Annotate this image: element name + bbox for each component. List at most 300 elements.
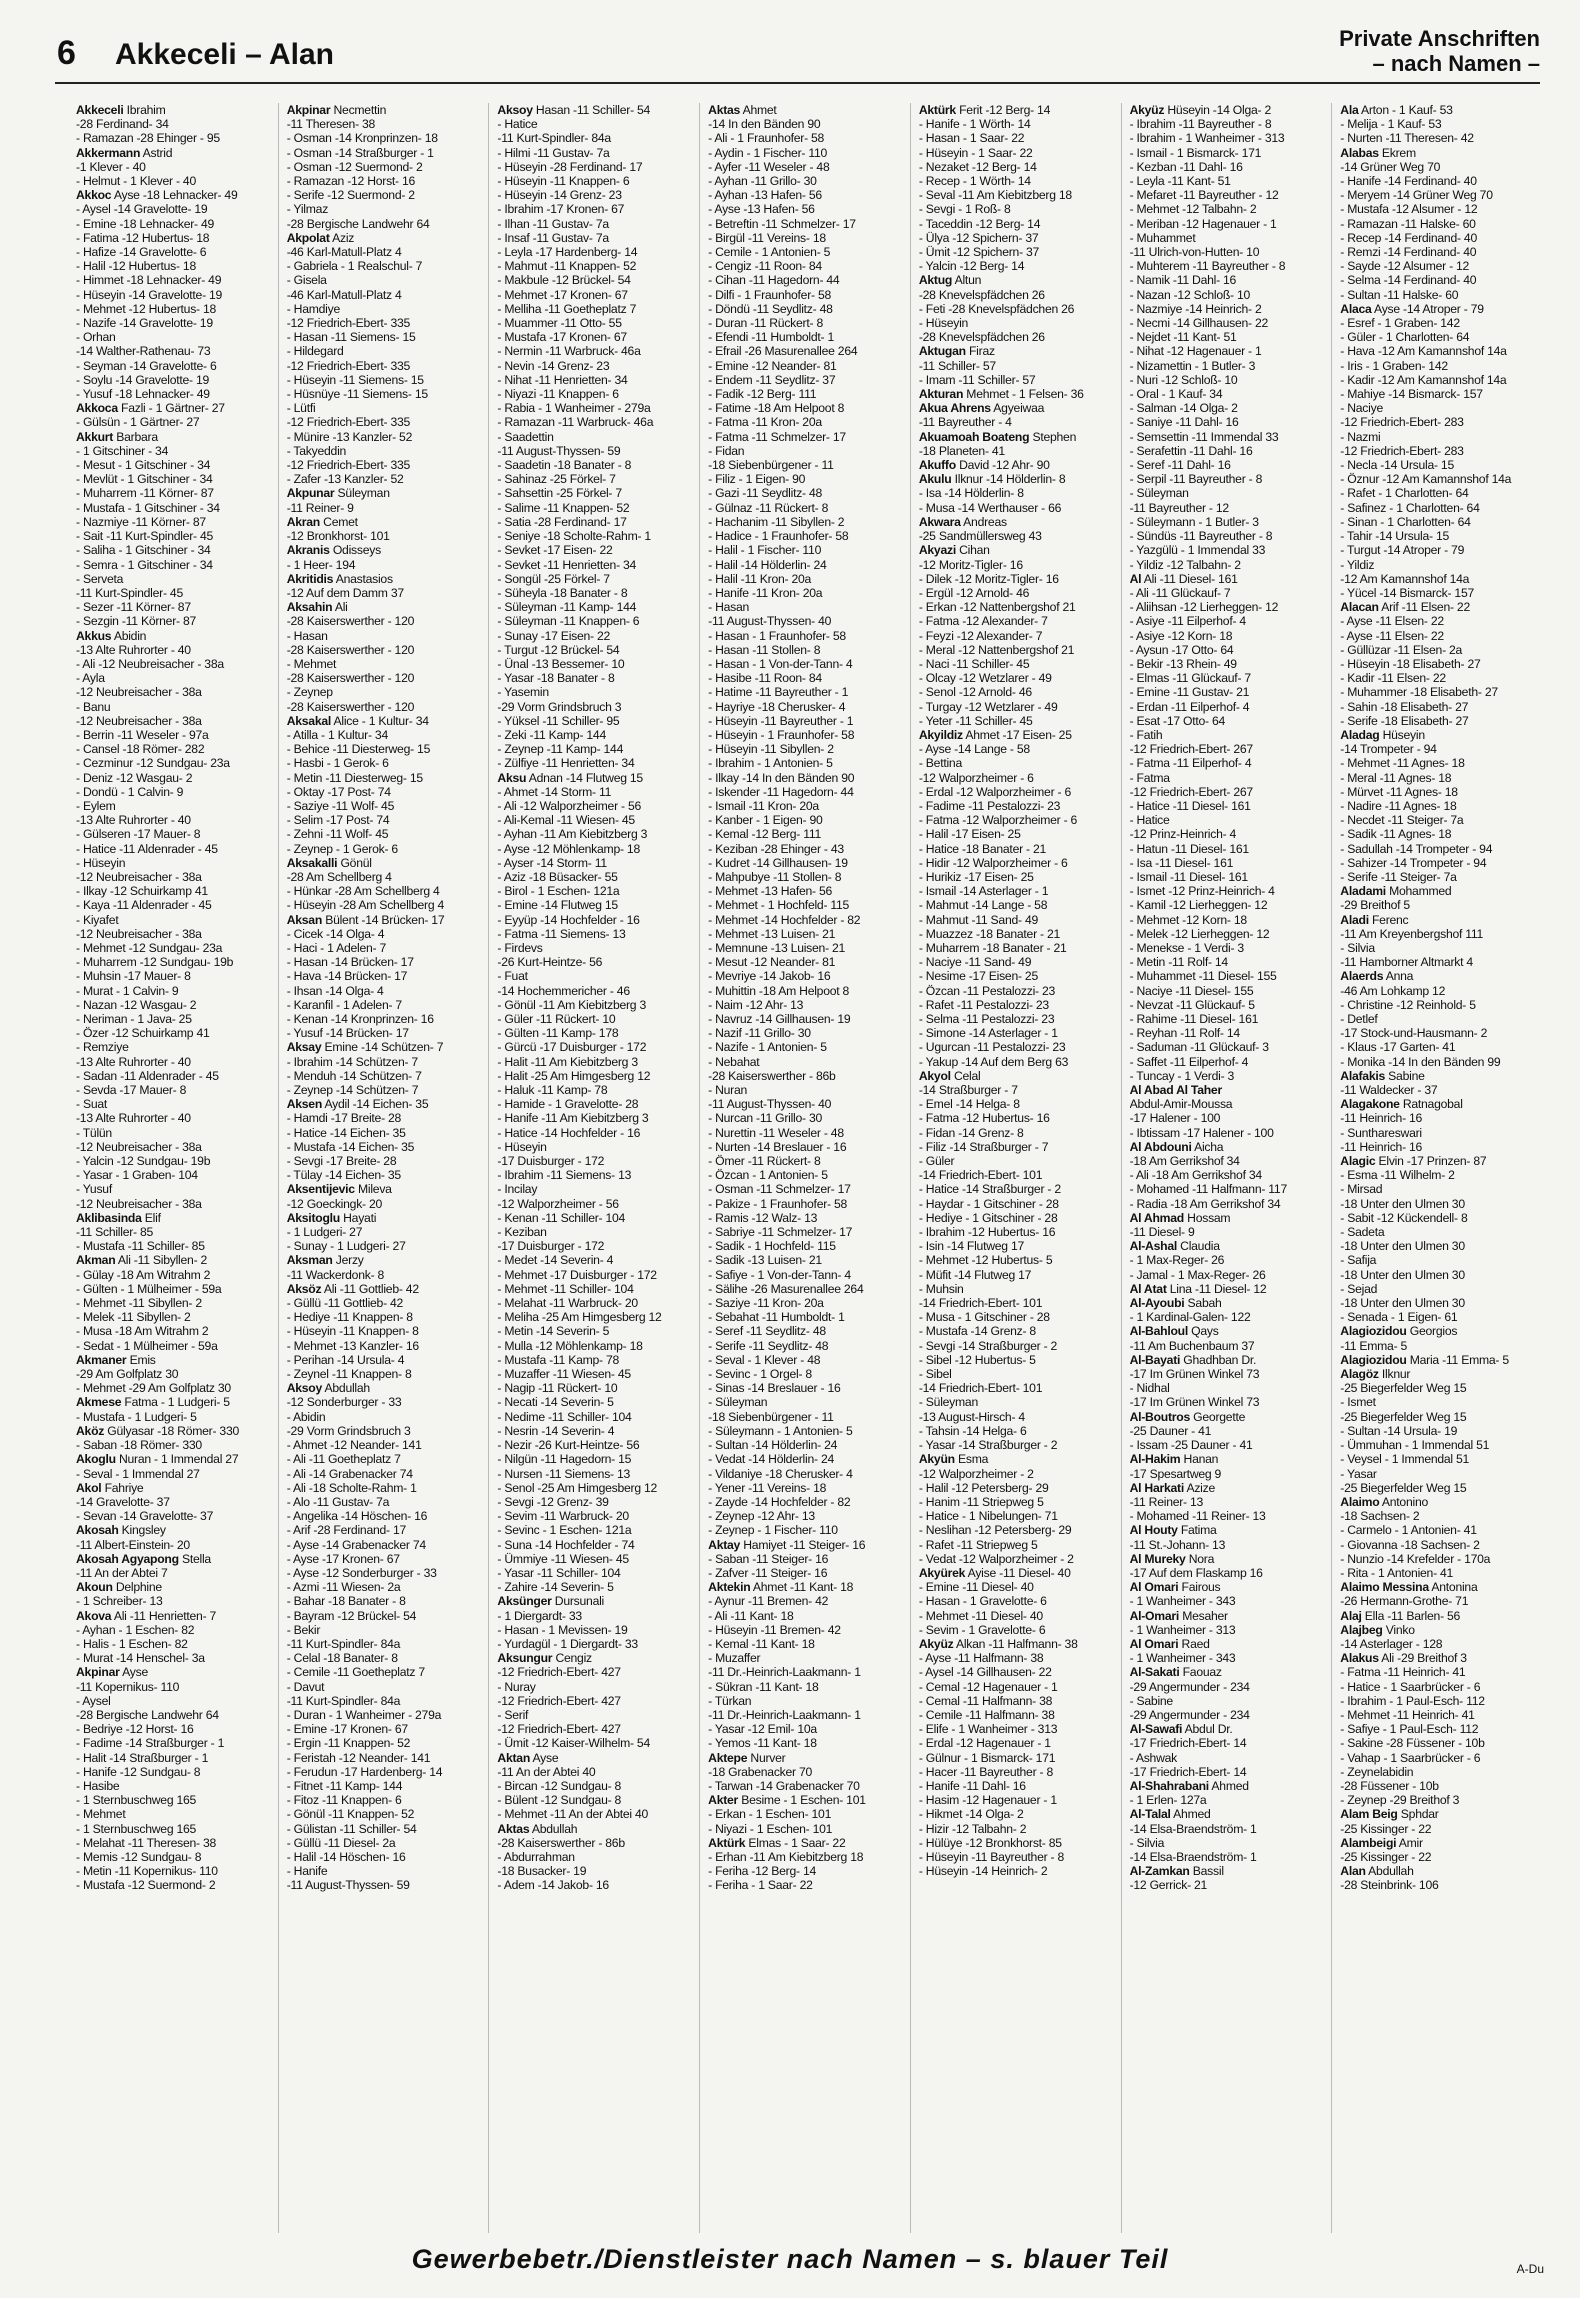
entry-text: - Sinan - 1 Charlotten- 64 bbox=[1340, 514, 1471, 529]
entry-text: - 1 Schreiber- 13 bbox=[76, 1594, 163, 1609]
directory-entry bbox=[708, 529, 907, 543]
directory-entry bbox=[497, 1424, 696, 1438]
directory-entry bbox=[287, 884, 486, 898]
directory-entry bbox=[919, 614, 1118, 628]
entry-text: Abdullah bbox=[324, 1381, 370, 1396]
directory-entry bbox=[287, 1381, 486, 1395]
entry-text: - Dilfi - 1 Fraunhofer- 58 bbox=[708, 287, 832, 302]
directory-entry bbox=[708, 1296, 907, 1310]
directory-entry bbox=[497, 643, 696, 657]
directory-entry bbox=[287, 827, 486, 841]
surname: Akosah bbox=[76, 1523, 119, 1538]
directory-entry bbox=[497, 1722, 696, 1736]
directory-entry bbox=[708, 1126, 907, 1140]
entry-text: - Hanife -11 Kron- 20a bbox=[708, 585, 823, 600]
entry-text: -29 Am Golfplatz 30 bbox=[76, 1367, 179, 1382]
directory-entry bbox=[708, 472, 907, 486]
directory-entry bbox=[1130, 1182, 1329, 1196]
entry-text: - Imam -11 Schiller- 57 bbox=[918, 372, 1036, 387]
directory-entry bbox=[1130, 160, 1329, 174]
entry-text: - Elmas -11 Glückauf- 7 bbox=[1129, 671, 1251, 686]
entry-text: -12 Gerrick- 21 bbox=[1129, 1878, 1208, 1893]
entry-text: - Seref -11 Seydlitz- 48 bbox=[708, 1324, 826, 1339]
directory-entry bbox=[287, 344, 486, 358]
directory-entry bbox=[919, 1694, 1118, 1708]
directory-entry bbox=[76, 344, 275, 358]
directory-entry bbox=[76, 1296, 275, 1310]
directory-entry bbox=[76, 913, 275, 927]
directory-entry bbox=[76, 884, 275, 898]
entry-text: - Ayse -13 Hafen- 56 bbox=[708, 202, 815, 217]
directory-entry bbox=[1340, 486, 1540, 500]
surname: Al Omari bbox=[1129, 1636, 1179, 1651]
entry-text: - Nazife -14 Gravelotte- 19 bbox=[76, 316, 213, 331]
entry-text: Mileva bbox=[357, 1182, 392, 1197]
directory-entry bbox=[76, 742, 275, 756]
surname: Al-Sawafi bbox=[1129, 1722, 1183, 1737]
entry-text: - Nazife - 1 Antonien- 5 bbox=[708, 1040, 827, 1055]
directory-entry bbox=[497, 558, 696, 572]
entry-text: -18 Busacker- 19 bbox=[497, 1864, 587, 1879]
directory-entry bbox=[1130, 1253, 1329, 1267]
entry-text: - Emine -11 Gustav- 21 bbox=[1129, 685, 1250, 700]
entry-text: - Selma -11 Pestalozzi- 23 bbox=[918, 1012, 1055, 1026]
entry-text: - Seval -11 Am Kiebitzberg 18 bbox=[918, 188, 1072, 203]
entry-text: Hayati bbox=[343, 1210, 377, 1225]
directory-entry bbox=[76, 444, 275, 458]
directory-entry bbox=[76, 1680, 275, 1694]
entry-text: - Nurettin -11 Weseler - 48 bbox=[708, 1125, 844, 1140]
directory-entry bbox=[76, 856, 275, 870]
directory-entry bbox=[497, 458, 696, 472]
entry-text: - Olcay -12 Wetzlarer - 49 bbox=[918, 671, 1052, 686]
entry-text: - Sadeta bbox=[1340, 1225, 1385, 1240]
entry-text: - Güllü -11 Gottlieb- 42 bbox=[286, 1296, 404, 1311]
entry-text: - Emine -17 Kronen- 67 bbox=[286, 1722, 408, 1737]
entry-text: - Osman -12 Suermond- 2 bbox=[286, 159, 423, 174]
directory-entry bbox=[919, 1324, 1118, 1338]
directory-entry bbox=[76, 671, 275, 685]
entry-text: - Mustafa -12 Suermond- 2 bbox=[76, 1878, 216, 1893]
directory-entry bbox=[1130, 188, 1329, 202]
entry-text: - Ismail -11 Kron- 20a bbox=[708, 798, 819, 813]
directory-entry bbox=[708, 1552, 907, 1566]
directory-entry bbox=[287, 1353, 486, 1367]
entry-text: - Leyla -17 Hardenberg- 14 bbox=[497, 245, 638, 260]
surname: Aklibasinda bbox=[76, 1210, 142, 1225]
entry-text: - Atilla - 1 Kultur- 34 bbox=[286, 727, 388, 742]
directory-entry bbox=[1130, 1878, 1329, 1892]
entry-text: Emis bbox=[129, 1352, 156, 1367]
entry-text: - Melahat -11 Theresen- 38 bbox=[76, 1835, 217, 1850]
surname: Al Houty bbox=[1129, 1523, 1178, 1538]
entry-text: - Sebahat -11 Humboldt- 1 bbox=[708, 1310, 845, 1325]
directory-entry bbox=[919, 700, 1118, 714]
directory-entry bbox=[497, 1168, 696, 1182]
directory-entry bbox=[497, 1126, 696, 1140]
entry-text: Ayise -11 Diesel- 40 bbox=[967, 1565, 1071, 1580]
directory-entry bbox=[287, 898, 486, 912]
entry-text: - Yasar -11 Schiller- 104 bbox=[497, 1565, 621, 1580]
directory-entry bbox=[1130, 1481, 1329, 1495]
entry-text: - Yasar - 1 Graben- 104 bbox=[76, 1168, 198, 1183]
entry-text: - Kiyafet bbox=[76, 912, 119, 927]
directory-entry bbox=[1340, 1580, 1540, 1594]
directory-entry bbox=[76, 1793, 275, 1807]
entry-text: - Ibrahim -14 Schützen- 7 bbox=[286, 1054, 418, 1069]
entry-text: Ayse -14 Atroper - 79 bbox=[1374, 301, 1484, 316]
directory-entry bbox=[1130, 117, 1329, 131]
surname: Aksünger bbox=[497, 1594, 552, 1609]
directory-entry bbox=[1130, 401, 1329, 415]
directory-entry bbox=[497, 827, 696, 841]
entry-text: - Mustafa -12 Alsumer - 12 bbox=[1340, 202, 1478, 217]
surname: Alagakone bbox=[1340, 1097, 1400, 1112]
directory-entry bbox=[1340, 245, 1540, 259]
directory-entry bbox=[76, 1268, 275, 1282]
entry-text: - Duran -11 Rückert- 8 bbox=[708, 316, 823, 331]
directory-entry bbox=[497, 1538, 696, 1552]
entry-text: - Soylu -14 Gravelotte- 19 bbox=[76, 372, 210, 387]
entry-text: - Mehmet -17 Duisburger - 172 bbox=[497, 1267, 657, 1282]
entry-text: - Mahmut -11 Sand- 49 bbox=[918, 912, 1039, 927]
entry-text: - Ülya -12 Spichern- 37 bbox=[918, 230, 1039, 245]
entry-text: - Sayde -12 Alsumer - 12 bbox=[1340, 259, 1470, 274]
directory-entry bbox=[76, 430, 275, 444]
entry-text: - Simone -14 Asterlager - 1 bbox=[918, 1026, 1058, 1041]
entry-text: - Veysel - 1 Immendal 51 bbox=[1340, 1452, 1470, 1467]
entry-text: -12 Neubreisacher - 38a bbox=[76, 869, 202, 884]
entry-text: - Haci - 1 Adelen- 7 bbox=[286, 940, 387, 955]
entry-text: - Yasar -14 Straßburger - 2 bbox=[918, 1438, 1058, 1453]
entry-text: - Feti -28 Knevelspfädchen 26 bbox=[918, 301, 1075, 316]
directory-entry bbox=[1340, 1410, 1540, 1424]
directory-entry bbox=[76, 359, 275, 373]
surname: Akpinar bbox=[76, 1665, 120, 1680]
directory-entry bbox=[1340, 572, 1540, 586]
directory-entry bbox=[497, 1765, 696, 1779]
entry-text: - Musa - 1 Gitschiner - 28 bbox=[918, 1310, 1050, 1325]
surname: Alam Beig bbox=[1340, 1807, 1398, 1822]
entry-text: - Orhan bbox=[76, 330, 116, 345]
directory-entry bbox=[497, 586, 696, 600]
entry-text: - Mehmet -11 Schiller- 104 bbox=[497, 1281, 634, 1296]
entry-text: - Mesut - 1 Gitschiner - 34 bbox=[76, 458, 211, 473]
entry-text: - Zeynel -11 Knappen- 8 bbox=[286, 1367, 412, 1382]
entry-text: - Nedime -11 Schiller- 104 bbox=[497, 1409, 632, 1424]
directory-entry bbox=[708, 1665, 907, 1679]
entry-text: - Ümmuhan - 1 Immendal 51 bbox=[1340, 1438, 1490, 1453]
directory-entry bbox=[76, 472, 275, 486]
directory-entry bbox=[287, 472, 486, 486]
directory-entry bbox=[1130, 643, 1329, 657]
entry-text: - Hatice - 1 Saarbrücker - 6 bbox=[1340, 1679, 1481, 1694]
directory-entry bbox=[919, 629, 1118, 643]
entry-text: - Cezminur -12 Sundgau- 23a bbox=[76, 756, 230, 771]
directory-entry bbox=[287, 1594, 486, 1608]
entry-text: - Fadik -12 Berg- 111 bbox=[708, 387, 817, 402]
directory-entry bbox=[497, 188, 696, 202]
entry-text: -11 Schiller- 85 bbox=[76, 1225, 154, 1240]
directory-entry bbox=[497, 856, 696, 870]
directory-entry bbox=[76, 1438, 275, 1452]
directory-entry bbox=[708, 1779, 907, 1793]
entry-text: Adnan -14 Flutweg 15 bbox=[528, 770, 643, 785]
entry-text: - Kanber - 1 Eigen- 90 bbox=[708, 813, 823, 828]
entry-text: Hossam bbox=[1187, 1210, 1231, 1225]
directory-entry bbox=[1340, 756, 1540, 770]
section-title bbox=[1339, 26, 1540, 76]
entry-text: -28 Kaiserswerther - 86b bbox=[497, 1835, 625, 1850]
directory-entry bbox=[708, 288, 907, 302]
directory-entry bbox=[1130, 1410, 1329, 1424]
directory-entry bbox=[919, 1268, 1118, 1282]
directory-entry bbox=[287, 1268, 486, 1282]
directory-entry bbox=[1340, 1566, 1540, 1580]
directory-entry bbox=[287, 558, 486, 572]
directory-entry bbox=[76, 685, 275, 699]
directory-entry bbox=[497, 1324, 696, 1338]
entry-text: - Muharrem -11 Körner- 87 bbox=[76, 486, 214, 501]
directory-entry bbox=[919, 955, 1118, 969]
entry-text: Stephen bbox=[1032, 429, 1077, 444]
directory-entry bbox=[497, 1438, 696, 1452]
entry-text: - Firdevs bbox=[497, 940, 543, 955]
directory-entry bbox=[76, 131, 275, 145]
entry-text: - Sezer -11 Körner- 87 bbox=[76, 600, 191, 615]
entry-text: -14 Friedrich-Ebert- 101 bbox=[918, 1296, 1043, 1311]
entry-text: - Ferudun -17 Hardenberg- 14 bbox=[286, 1764, 443, 1779]
directory-entry bbox=[919, 415, 1118, 429]
directory-entry bbox=[1340, 955, 1540, 969]
entry-text: - Sedat - 1 Mülheimer - 59a bbox=[76, 1338, 218, 1353]
entry-text: - Fitoz -11 Knappen- 6 bbox=[286, 1793, 402, 1808]
entry-text: - 1 Erlen- 127a bbox=[1129, 1793, 1207, 1808]
directory-entry bbox=[1340, 1779, 1540, 1793]
directory-entry bbox=[708, 1040, 907, 1054]
directory-entry bbox=[497, 700, 696, 714]
directory-entry bbox=[1130, 344, 1329, 358]
directory-entry bbox=[708, 1026, 907, 1040]
directory-entry bbox=[76, 657, 275, 671]
directory-entry bbox=[919, 231, 1118, 245]
directory-entry bbox=[287, 1055, 486, 1069]
directory-entry bbox=[1130, 898, 1329, 912]
directory-entry bbox=[1340, 401, 1540, 415]
directory-entry bbox=[919, 1680, 1118, 1694]
directory-entry bbox=[287, 444, 486, 458]
entry-text: - Seyman -14 Gravelotte- 6 bbox=[76, 358, 217, 373]
entry-text: - Mehmet -11 An der Abtei 40 bbox=[497, 1807, 649, 1822]
surname: Aksungur bbox=[497, 1651, 553, 1666]
directory-entry bbox=[1130, 1126, 1329, 1140]
directory-entry bbox=[919, 1736, 1118, 1750]
surname: Aktepe bbox=[708, 1750, 748, 1765]
entry-text: - Yildiz bbox=[1340, 557, 1375, 572]
directory-entry bbox=[1130, 1395, 1329, 1409]
directory-entry bbox=[287, 1111, 486, 1125]
entry-text: - Fatma -11 Siemens- 13 bbox=[497, 926, 626, 941]
entry-text: - Ilhan -11 Gustav- 7a bbox=[497, 216, 609, 231]
entry-text: - Mirsad bbox=[1340, 1182, 1383, 1197]
directory-column bbox=[1130, 103, 1333, 2233]
directory-entry bbox=[708, 955, 907, 969]
entry-text: - Süleymann - 1 Antonien- 5 bbox=[708, 1423, 853, 1438]
directory-entry bbox=[708, 1324, 907, 1338]
directory-entry bbox=[1130, 614, 1329, 628]
entry-text: - 1 Wanheimer - 343 bbox=[1129, 1594, 1236, 1609]
entry-text: - Muhammet -11 Diesel- 155 bbox=[1129, 969, 1277, 984]
entry-text: - Melahat -11 Warbruck- 20 bbox=[497, 1296, 638, 1311]
entry-text: - Nadire -11 Agnes- 18 bbox=[1340, 798, 1457, 813]
directory-entry bbox=[287, 415, 486, 429]
directory-entry bbox=[919, 1040, 1118, 1054]
surname: Akritidis bbox=[286, 571, 334, 586]
directory-entry bbox=[497, 501, 696, 515]
directory-entry bbox=[1130, 1239, 1329, 1253]
directory-entry bbox=[1130, 217, 1329, 231]
entry-text: Raed bbox=[1181, 1636, 1210, 1651]
entry-text: - Rahime -11 Diesel- 161 bbox=[1129, 1012, 1259, 1026]
directory-entry bbox=[1340, 217, 1540, 231]
directory-entry bbox=[497, 1623, 696, 1637]
entry-text: - Hava -14 Brücken- 17 bbox=[286, 969, 408, 984]
entry-text: - Ismail - 1 Bismarck- 171 bbox=[1129, 145, 1262, 160]
entry-text: Alice - 1 Kultur- 34 bbox=[333, 713, 429, 728]
directory-entry bbox=[287, 913, 486, 927]
directory-entry bbox=[919, 1467, 1118, 1481]
directory-entry bbox=[287, 1282, 486, 1296]
entry-text: - Hanife -12 Sundgau- 8 bbox=[76, 1764, 201, 1779]
directory-entry bbox=[708, 1864, 907, 1878]
directory-entry bbox=[497, 1637, 696, 1651]
entry-text: Süleyman bbox=[337, 486, 390, 501]
entry-text: - Ayse -14 Lange - 58 bbox=[918, 742, 1030, 757]
directory-entry bbox=[1340, 1069, 1540, 1083]
directory-entry bbox=[287, 359, 486, 373]
directory-entry bbox=[919, 472, 1118, 486]
entry-text: -26 Kurt-Heintze- 56 bbox=[497, 955, 603, 970]
entry-text: - Hasibe bbox=[76, 1778, 120, 1793]
directory-entry bbox=[287, 842, 486, 856]
entry-text: Ali bbox=[334, 600, 348, 615]
surname: Alaimo Messina bbox=[1340, 1580, 1429, 1595]
entry-text: - Hüseyin bbox=[76, 855, 126, 870]
directory-entry bbox=[287, 643, 486, 657]
directory-entry bbox=[919, 501, 1118, 515]
directory-entry bbox=[497, 1708, 696, 1722]
directory-entry bbox=[708, 1424, 907, 1438]
entry-text: - Mahpubye -11 Stollen- 8 bbox=[708, 869, 842, 884]
directory-entry bbox=[1130, 1367, 1329, 1381]
directory-entry bbox=[1340, 330, 1540, 344]
directory-entry bbox=[1340, 1467, 1540, 1481]
directory-entry bbox=[1340, 231, 1540, 245]
directory-entry bbox=[1130, 742, 1329, 756]
entry-text: - Yüksel -11 Schiller- 95 bbox=[497, 713, 620, 728]
directory-entry bbox=[1130, 1154, 1329, 1168]
directory-entry bbox=[497, 288, 696, 302]
entry-text: - Seniye -18 Scholte-Rahm- 1 bbox=[497, 529, 651, 544]
entry-text: - Güllü -11 Diesel- 2a bbox=[286, 1835, 396, 1850]
entry-text: Ilknur -14 Hölderlin- 8 bbox=[954, 472, 1066, 487]
directory-entry bbox=[287, 1040, 486, 1054]
entry-text: -12 Walporzheimer - 56 bbox=[497, 1196, 619, 1211]
entry-text: -14 Grüner Weg 70 bbox=[1340, 159, 1441, 174]
surname: Akkus bbox=[76, 628, 112, 643]
directory-entry bbox=[919, 799, 1118, 813]
entry-text: - Güler - 1 Charlotten- 64 bbox=[1340, 330, 1470, 345]
directory-entry bbox=[76, 998, 275, 1012]
entry-text: - Ayse -17 Kronen- 67 bbox=[286, 1551, 400, 1566]
entry-text: - Sevinc - 1 Eschen- 121a bbox=[497, 1523, 632, 1538]
directory-entry bbox=[919, 728, 1118, 742]
entry-text: - Semra - 1 Gitschiner - 34 bbox=[76, 557, 213, 572]
entry-text: - Hidir -12 Walporzheimer - 6 bbox=[918, 855, 1068, 870]
entry-text: -17 Duisburger - 172 bbox=[497, 1239, 605, 1254]
entry-text: -11 Schiller- 57 bbox=[918, 358, 996, 373]
entry-text: - Gülistan -11 Schiller- 54 bbox=[286, 1821, 417, 1836]
directory-entry bbox=[497, 1111, 696, 1125]
directory-entry bbox=[497, 387, 696, 401]
directory-entry bbox=[497, 259, 696, 273]
directory-entry bbox=[708, 188, 907, 202]
directory-entry bbox=[1340, 1722, 1540, 1736]
directory-entry bbox=[497, 1268, 696, 1282]
surname: Aladami bbox=[1340, 884, 1386, 899]
entry-text: - Halil -11 Kron- 20a bbox=[708, 571, 812, 586]
entry-text: - Ibrahim -17 Kronen- 67 bbox=[497, 202, 625, 217]
directory-entry bbox=[497, 1310, 696, 1324]
surname: Aktas bbox=[708, 103, 741, 117]
entry-text: - Aynur -11 Bremen- 42 bbox=[708, 1594, 829, 1609]
directory-entry bbox=[1340, 1523, 1540, 1537]
entry-text: -28 Bergische Landwehr 64 bbox=[286, 216, 430, 231]
entry-text: Esma bbox=[957, 1452, 989, 1467]
directory-entry bbox=[1340, 501, 1540, 515]
directory-entry bbox=[287, 813, 486, 827]
entry-text: -17 Auf dem Flaskamp 16 bbox=[1129, 1565, 1263, 1580]
directory-entry bbox=[919, 1779, 1118, 1793]
entry-text: -11 St.-Johann- 13 bbox=[1129, 1537, 1226, 1552]
entry-text: - Sabine bbox=[1129, 1693, 1173, 1708]
entry-text: - Tahsin -14 Helga- 6 bbox=[918, 1423, 1027, 1438]
directory-entry bbox=[1130, 558, 1329, 572]
directory-entry bbox=[1130, 629, 1329, 643]
entry-text: -11 Wackerdonk- 8 bbox=[286, 1267, 385, 1282]
directory-entry bbox=[497, 1197, 696, 1211]
entry-text: Azize bbox=[1186, 1480, 1215, 1495]
entry-text: - Nidhal bbox=[1129, 1381, 1170, 1396]
entry-text: -11 Reiner- 13 bbox=[1129, 1494, 1204, 1509]
directory-entry bbox=[497, 771, 696, 785]
directory-entry bbox=[708, 1452, 907, 1466]
entry-text: - Gabriela - 1 Realschul- 7 bbox=[286, 259, 423, 274]
entry-text: -28 Kaiserswerther - 120 bbox=[286, 671, 415, 686]
surname: Al Abad Al Taher bbox=[1129, 1083, 1222, 1098]
entry-text: - Melija - 1 Kauf- 53 bbox=[1340, 117, 1442, 132]
entry-text: - Yurdagül - 1 Diergardt- 33 bbox=[497, 1636, 638, 1651]
directory-entry bbox=[497, 1807, 696, 1821]
directory-entry bbox=[287, 1481, 486, 1495]
entry-text: -11 Bayreuther - 12 bbox=[1129, 500, 1229, 515]
directory-entry bbox=[1130, 1438, 1329, 1452]
surname: Al-Sakati bbox=[1129, 1665, 1180, 1680]
entry-text: - Mefaret -11 Bayreuther - 12 bbox=[1129, 188, 1279, 203]
directory-entry bbox=[497, 1353, 696, 1367]
entry-text: - Efendi -11 Humboldt- 1 bbox=[708, 330, 835, 345]
entry-text: - Aysun -17 Otto- 64 bbox=[1129, 642, 1234, 657]
